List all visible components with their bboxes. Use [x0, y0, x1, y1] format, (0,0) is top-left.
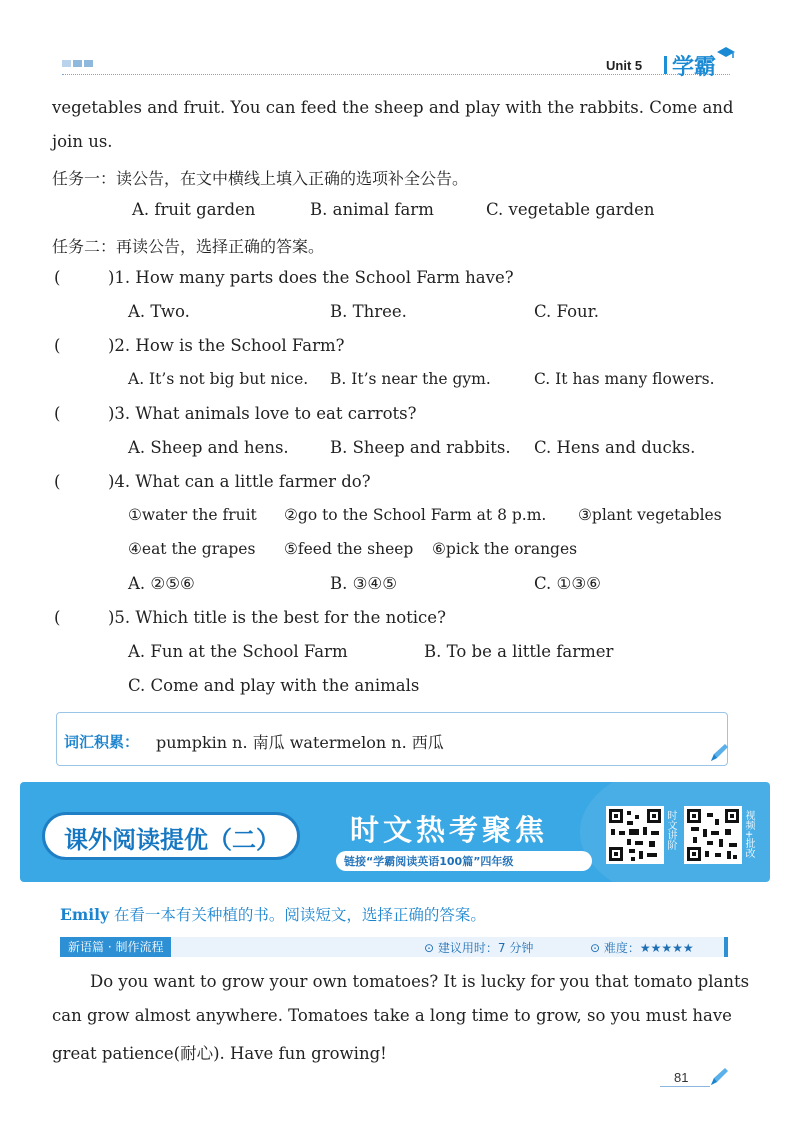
vocab-title: 词汇积累： [64, 733, 140, 751]
answer-option: A. Two. [128, 302, 190, 321]
banner-subtitle: 链接“学霸阅读英语100篇”四年级 [344, 855, 514, 868]
answer-option: B. Sheep and rabbits. [330, 438, 511, 457]
choice-item: ③plant vegetables [578, 506, 722, 524]
qr-label: 时文讲阶 [665, 810, 676, 850]
answer-option: B. ③④⑤ [330, 574, 397, 593]
difficulty-rating: ⊙ 难度：★★★★★ [590, 941, 694, 955]
brand-logo: 学霸 [672, 55, 717, 80]
unit-label: Unit 5 [606, 58, 643, 73]
choice-item: ②go to the School Farm at 8 p.m. [284, 506, 547, 524]
section-instruction [60, 903, 486, 925]
answer-option: C. It has many flowers. [534, 370, 715, 388]
answer-option: C. Four. [534, 302, 599, 321]
passage-type-tag: 新语篇 · 制作流程 [60, 937, 171, 957]
task2-instruction: 任务二：再读公告，选择正确的答案。 [52, 237, 325, 256]
question-text: )5. Which title is the best for the notice? [108, 608, 446, 627]
passage-line: great patience(耐心). Have fun growing! [52, 1044, 387, 1063]
question-text: )3. What animals love to eat carrots? [108, 404, 417, 423]
answer-paren[interactable]: ( [54, 268, 61, 287]
header-rule [62, 74, 730, 75]
answer-option: C. ①③⑥ [534, 574, 601, 593]
pencil-icon [708, 1066, 730, 1088]
page-number: 81 [674, 1070, 689, 1085]
task1-option: C. vegetable garden [486, 200, 655, 219]
choice-item: ①water the fruit [128, 506, 257, 524]
answer-paren[interactable]: ( [54, 404, 61, 423]
task1-option: A. fruit garden [132, 200, 256, 219]
answer-paren[interactable]: ( [54, 472, 61, 491]
answer-option: A. Fun at the School Farm [128, 642, 348, 661]
choice-item: ④eat the grapes [128, 540, 256, 558]
pencil-icon [708, 742, 730, 764]
answer-option: B. Three. [330, 302, 407, 321]
intro-name: Emily [60, 905, 109, 924]
answer-option: A. ②⑤⑥ [128, 574, 195, 593]
passage-line: can grow almost anywhere. Tomatoes take a long time to grow, so you must have [52, 1006, 732, 1025]
passage-line: Do you want to grow your own tomatoes? It is lucky for you that tomato plants [90, 972, 750, 991]
banner-section-title: 课外阅读提优（二） [64, 826, 280, 854]
answer-paren[interactable]: ( [54, 608, 61, 627]
passage-line: vegetables and fruit. You can feed the sheep and play with the rabbits. Come and [52, 98, 734, 117]
answer-paren[interactable]: ( [54, 336, 61, 355]
choice-item: ⑤feed the sheep [284, 540, 414, 558]
answer-option: B. It’s near the gym. [330, 370, 491, 388]
answer-option: C. Come and play with the animals [128, 676, 420, 695]
qr-code-icon[interactable] [606, 806, 664, 864]
header-marks [62, 60, 93, 67]
task1-instruction: 任务一：读公告，在文中横线上填入正确的选项补全公告。 [52, 169, 469, 188]
mortarboard-icon [716, 46, 736, 60]
suggested-time: ⊙ 建议用时：7 分钟 [424, 941, 534, 955]
intro-text: 在看一本有关种植的书。阅读短文，选择正确的答案。 [109, 906, 486, 924]
brand-divider [664, 56, 667, 74]
question-text: )2. How is the School Farm? [108, 336, 345, 355]
meta-bar-end [724, 937, 728, 957]
question-text: )1. How many parts does the School Farm have? [108, 268, 514, 287]
banner-title: 时文热考聚焦 [350, 813, 549, 847]
passage-line: join us. [52, 132, 113, 151]
answer-option: A. It’s not big but nice. [128, 370, 309, 388]
task1-option: B. animal farm [310, 200, 434, 219]
footer-rule [660, 1086, 710, 1087]
qr-code-icon[interactable] [684, 806, 742, 864]
choice-item: ⑥pick the oranges [432, 540, 578, 558]
question-text: )4. What can a little farmer do? [108, 472, 371, 491]
answer-option: B. To be a little farmer [424, 642, 614, 661]
qr-label: 视频+批改 [743, 810, 754, 859]
answer-option: C. Hens and ducks. [534, 438, 696, 457]
vocab-text: pumpkin n. 南瓜 watermelon n. 西瓜 [156, 733, 444, 752]
answer-option: A. Sheep and hens. [128, 438, 289, 457]
